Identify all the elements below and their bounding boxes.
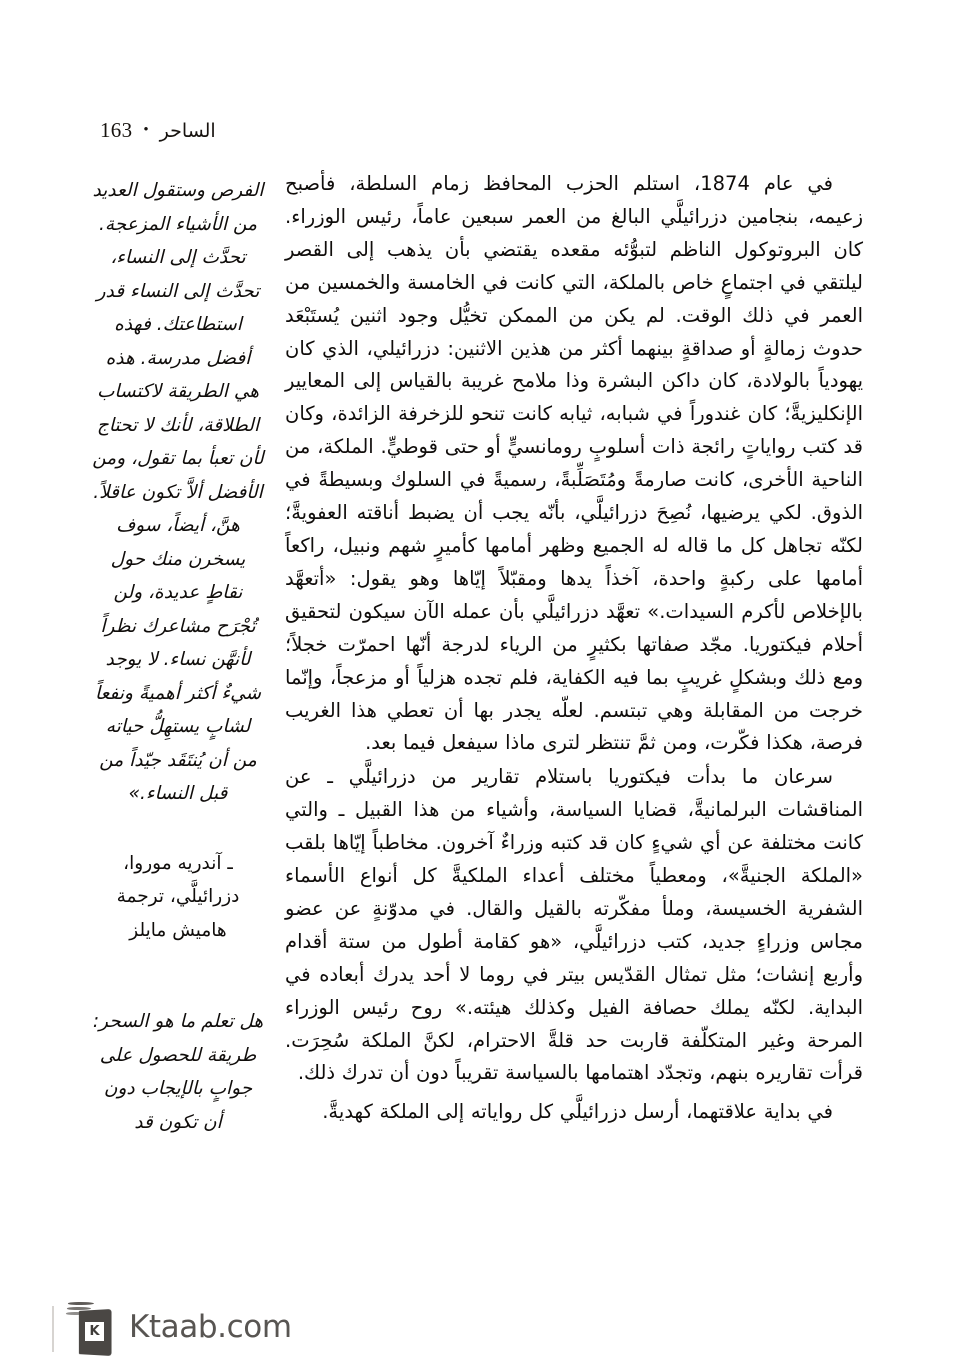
pull-quote-sidebar xyxy=(92,174,264,1139)
watermark-label: Ktaab.com xyxy=(129,1309,292,1345)
page-edge-shadow xyxy=(52,1306,54,1352)
ktaab-watermark xyxy=(62,1298,292,1356)
main-text-column xyxy=(285,168,863,1130)
pull-quote-attribution: ـ آندريه موروا، دزرائيلَّي، ترجمة هاميش مايلز xyxy=(116,852,240,941)
paragraph: في بداية علاقتهما، أرسل دزرائيلَّي كل رواياته إلى الملكة كهديةَّ. xyxy=(322,1100,833,1124)
paragraph: سرعان ما بدأت فيكتوريا باستلام تقارير من دزرائيلَّي ـ عن المناقشات البرلمانيةَّ، قضايا السياسة، وأشياء من هذا القبيل ـ والتي كانت مختلفة عن أي شيءٍ كان قد كتبه وزراءٌ آخرون. مخاطباً إيّاها بلقب «الملكة الجنيةَّ»، ومعطياً مختلف أعداء الملكيةَّ كل أنواع الأسماء الشفرية الخسيسة، وملأ مفكّرته بالقيل والقال. في مدوّنةٍ عن عضو مجاس وزراءٍ جديد، كتب دزرائيلَّي، «هو كقامة أطول من ستة أقدام وأربع إنشات؛ مثل تمثال القدّيس بيتر في روما لا أحد يدرك أبعاده في البداية. لكنّه يملك حصافة الفيل وكذلك هيئته.» روح رئيس الوزراء المرحة وغير المتكلّفة قاربت حد قلةَّ الاحترام، لكنَّ الملكة سُحِرَت. قرأت تقاريره بنهم، وتجدّد اهتمامها بالسياسة تقريباً دون أن تدرك ذلك. xyxy=(285,765,863,1085)
secondary-pull-quote-text: هل تعلم ما هو السحر: طريقة للحصول على جوابٍ بالإيجاب دون أن تكون قد xyxy=(92,1011,264,1133)
book-title: الساحر xyxy=(159,120,216,142)
book-icon xyxy=(62,1298,116,1356)
book-letter-mark: K xyxy=(85,1322,104,1341)
running-head-separator: • xyxy=(143,122,149,138)
paragraph: في عام 1874، استلم الحزب المحافظ زمام السلطة، فأصبح زعيمه، بنجامين دزرائيلَّي البالغ من العمر سبعين عاماً، رئيس الوزراء. كان البروتوكول الناظم لتبوُّئه مقعده يقتضي بأن يذهب إلى القصر ليلتقي في اجتماعٍ خاص بالملكة، التي كانت في الخامسة والخمسين من العمر في ذلك الوقت. لم يكن من الممكن تخيُّل وجود اثنين يُستَبْعَد حدوث زمالةٍ أو صداقةٍ بينهما أكثر من هذين الاثنين: دزرائيلي، الذي كان يهودياً بالولادة، كان داكن البشرة وذا ملامح غريبة بالقياس إلى المعايير الإنكليزيةَّ؛ كان غندوراً في شبابه، ثيابه كانت تنحو للزخرفة الزائدة، وكان قد كتب رواياتٍ رائجة ذات أسلوبٍ رومانسيٍّ أو حتى قوطيٍّ. الملكة، من الناحية الأخرى، كانت صارمةً ومُتَصَلِّبةً، رسميةً في السلوك وبسيطةً في الذوق. لكي يرضيها، نُصِحَ دزرائيلَّي، بأنّه يجب أن يضبط أناقته العفويةَّ؛ لكنّه تجاهل كل ما قاله له الجميع وظهر أمامها كأميرٍ شهم ونبيل، راكعاً أمامها على ركبةٍ واحدة، آخذاً يدها ومقبّلاً إيّاها وهو يقول: «أتعهَّد بالإخلاص لأكرم السيدات.» تعهَّد دزرائيلَّي بأن عمله الآن سيكون لتحقيق أحلام فيكتوريا. مجّد صفاتها بكثيرٍ من الرياء لدرجة أنّها احمرّت خجلاً؛ ومع ذلك وبشكلٍ غريبٍ بما فيه الكفاية، فلم تجده هزلياً أو مزعجاً، وإنّما خرجت من المقابلة وهي تبتسم. لعلّه يجدر بها أن تعطي هذا الغريب فرصة، هكذا فكّرت، ومن ثمَّ تنتظر لترى ماذا سيفعل فيما بعد. xyxy=(285,172,863,755)
pull-quote-text: الفرص وستقول العديد من الأشياء المزعجة. تحدَّث إلى النساء، تحدَّث إلى النساء قدر استطاعتك. فهذه أفضل مدرسة. هذه هي الطريقة لاكتساب الطلاقة، لأنك لا تحتاج لأن تعبأ بما تقول، ومن الأفضل ألاَّ تكون عاقلاً. هنَّ، أيضاً، سوف يسخرن منك حول نقاطٍ عديدة، ولن تُجْرَح مشاعرك نظراً لأنهَّن نساء. لا يوجد شيءٌ أكثر أهميةً ونفعاً لشابٍ يستهِلُّ حياته من أن يُنتَقَد جيّداً من قبل النساء.» xyxy=(92,180,264,804)
page-number: 163 xyxy=(100,118,133,142)
page-columns xyxy=(0,168,955,1278)
running-head xyxy=(100,118,400,143)
